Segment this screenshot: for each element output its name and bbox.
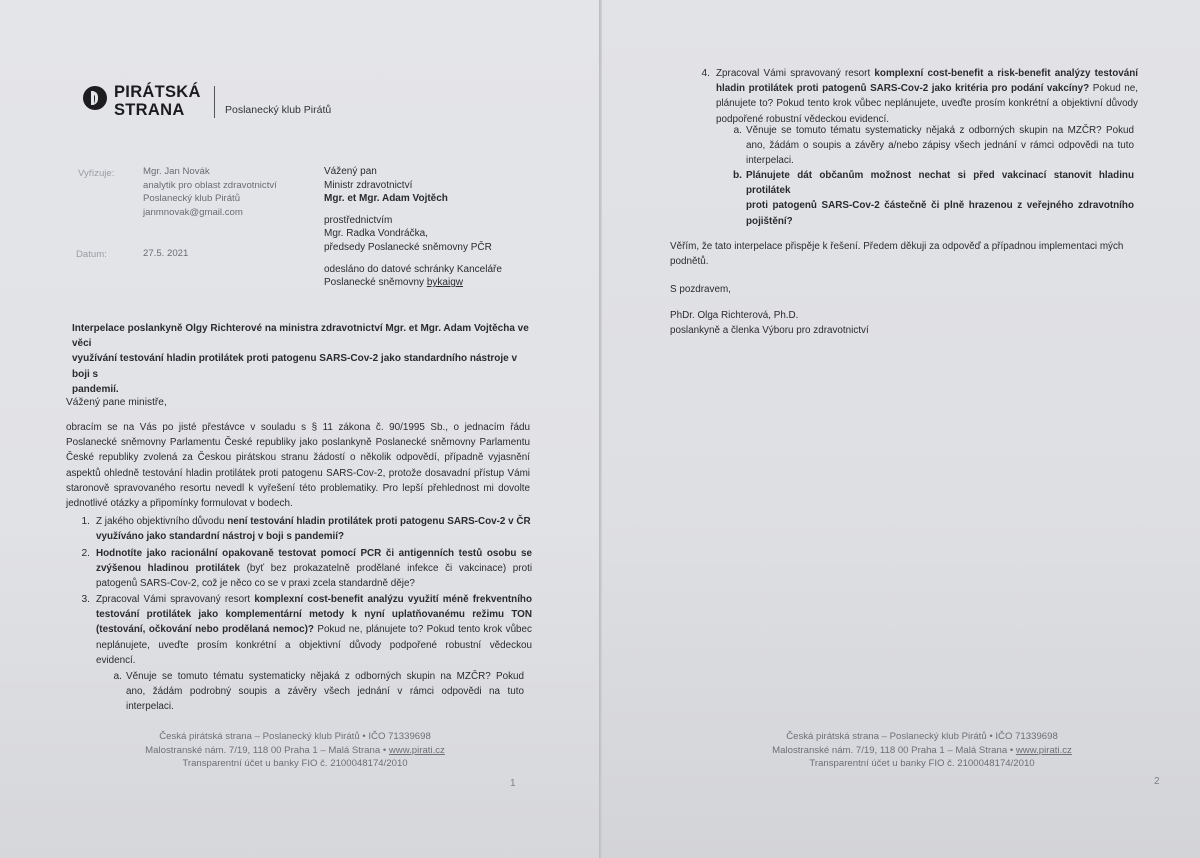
logo-text-line1: PIRÁTSKÁ (114, 83, 201, 101)
question-bold: není testování hladin protilátek proti patogenu SARS-Cov-2 v ČR (227, 516, 531, 527)
sender-block (143, 165, 277, 219)
label-vyrizuje: Vyřizuje: (78, 168, 115, 179)
question-4 (692, 66, 1138, 127)
question-bold: komplexní cost-benefit analýzu využití méně frekventního (254, 594, 532, 605)
page-number: 1 (510, 778, 516, 789)
question-3 (72, 592, 532, 668)
question-1 (72, 514, 532, 544)
regards: S pozdravem, (670, 284, 731, 295)
question-bold: Hodnotíte jako racionální opakovaně testovat pomocí PCR či antigenních testů osobu se (96, 548, 532, 559)
footer-line: Česká pirátská strana – Poslanecký klub Pirátů • IČO 71339698 (786, 731, 1058, 742)
question-bold: hladin protilátek proti patogenů SARS-Cov-2 jako kritéria pro podání vakcíny? (716, 83, 1090, 95)
sender-email: janmnovak@gmail.com (143, 206, 243, 218)
list-letter: b. (732, 170, 742, 181)
question-bold: testování protilátek jako komplementární metody k nyní uplatňovanému režimu TON (96, 609, 532, 621)
subject-line: pandemií. (72, 383, 119, 395)
question-text: Pokud ne, (1089, 83, 1139, 95)
recipient-name: Mgr. et Mgr. Adam Vojtěch (324, 193, 448, 205)
question-text: (byť bez prokazatelně prodělané infekce či vakcinace) proti (239, 563, 533, 575)
label-datum: Datum: (76, 249, 107, 260)
subject-line: Interpelace poslankyně Olgy Richterové na ministra zdravotnictví Mgr. et Mgr. Adam Vojtěcha ve věci (72, 323, 529, 350)
intro-paragraph (66, 420, 530, 511)
question-text: interpelaci. (126, 701, 174, 713)
letter-date: 27.5. 2021 (143, 248, 189, 259)
subject-heading (72, 321, 534, 397)
list-letter: a. (733, 125, 742, 136)
intro-line: Poslanecké sněmovny Parlamentu České republiky jako poslankyně Poslanecké sněmovny Parlamentu (66, 437, 530, 449)
question-text: Věnuje se tomuto tématu systematicky nějaká z odborných skupin na MZČR? Pokud (746, 125, 1134, 136)
pirate-party-logo-icon (83, 86, 107, 110)
question-3a (104, 669, 524, 715)
closing-paragraph (670, 239, 1140, 269)
footer-line: Transparentní účet u banky FIO č. 2100048174/2010 (182, 758, 408, 770)
question-text: Z jakého objektivního důvodu (96, 516, 228, 527)
databox-id: bykaigw (426, 277, 463, 289)
intro-line: aspektů ohledně testování hladin protilátek proti patogenu SARS-Cov-2, protože dosavadní přístup Vámi (66, 467, 530, 479)
question-bold: komplexní cost-benefit a risk-benefit analýzy testování (874, 68, 1138, 79)
question-bold: využíváno jako standardní nástroj v boji s pandemií? (96, 531, 345, 543)
question-text: podpořené robustní vědeckou evidencí. (716, 113, 889, 125)
club-name: Poslanecký klub Pirátů (225, 104, 332, 116)
recipient-line: Mgr. Radka Vondráčka, (324, 228, 428, 240)
footer-website-link[interactable]: www.pirati.cz (1015, 744, 1072, 756)
signature-block (670, 308, 869, 338)
recipient-line (324, 276, 502, 290)
recipient-line: předsedy Poslanecké sněmovny PČR (324, 241, 492, 253)
question-text: plánujete to? Pokud tento krok vůbec neplánujete, uveďte prosím konkrétní a objektivní důvody (716, 98, 1138, 110)
intro-line: České republiky zvolená za Českou pirátskou stranu žádostí o několik odpovědí, případně vyjasnění (66, 452, 530, 464)
question-text: ano, žádám podrobný soupis a závěry všech jednání v rámci odpovědi na tuto (126, 686, 524, 698)
closing-line: Věřím, že tato interpelace přispěje k řešení. Předem děkuji za odpověď a případnou implementaci mých (670, 241, 1124, 252)
intro-line: jednotlivé otázky a připomínky formulovat v bodech. (66, 498, 293, 510)
page-number: 2 (1154, 776, 1160, 787)
footer-line: Transparentní účet u banky FIO č. 2100048174/2010 (809, 758, 1035, 770)
footer-page-2 (722, 730, 1122, 771)
sender-line: analytik pro oblast zdravotnictví (143, 179, 277, 191)
recipient-text: Poslanecké sněmovny (324, 277, 427, 289)
recipient-block (324, 165, 502, 290)
question-2 (72, 546, 532, 592)
recipient-line: prostřednictvím (324, 214, 393, 226)
recipient-line: Vážený pan (324, 166, 377, 177)
footer-address: Malostranské nám. 7/19, 118 00 Praha 1 – Malá Strana • (145, 744, 389, 756)
list-letter: a. (113, 671, 122, 682)
question-bold: (testování, očkování nebo prodělaná nemoc)? (96, 624, 314, 636)
recipient-line: odesláno do datové schránky Kanceláře (324, 263, 502, 275)
list-number: 3. (81, 594, 90, 605)
list-number: 4. (701, 68, 710, 79)
question-text: evidencí. (96, 654, 136, 666)
closing-line: podnětů. (670, 256, 709, 268)
question-text: Pokud ne, plánujete to? Pokud tento krok vůbec (313, 624, 532, 636)
question-text: Věnuje se tomuto tématu systematicky nějaká z odborných skupin na MZČR? Pokud (126, 671, 524, 682)
question-text: patogenů SARS-Cov-2, což je něco co se v praxi zcela standardně děje? (96, 578, 415, 590)
footer-page-1 (100, 730, 490, 771)
question-4b (724, 168, 1134, 229)
salutation: Vážený pane ministře, (66, 397, 167, 408)
question-4a (724, 123, 1134, 169)
question-text: neplánujete, uveďte prosím konkrétní a objektivní důvody podpořené robustní vědeckou (96, 639, 532, 651)
question-bold: proti patogenů SARS-Cov-2 částečně či plně hrazenou z veřejného zdravotního (746, 200, 1134, 212)
letter-page-2 (602, 0, 1200, 858)
intro-line: staronově spravovaného resortu nevedl k vyřešení této problematiky. Pro lepší přehlednost mi dovolte (66, 482, 530, 494)
question-text: ano, žádám o soupis a závěry a/nebo zápisy všech jednání v rámci odpovědi na tuto (746, 140, 1134, 152)
question-bold: zvýšenou hladinou protilátek (96, 563, 240, 575)
subject-line: využívání testování hladin protilátek proti patogenu SARS-Cov-2 jako standardního nástroje v boji s (72, 353, 518, 380)
logo-text-line2: STRANA (114, 101, 185, 119)
intro-line: obracím se na Vás po jisté přestávce v souladu s § 11 zákona č. 90/1995 Sb., o jednacím řádu (66, 422, 530, 433)
logo-divider (214, 86, 215, 118)
signatory-role: poslankyně a členka Výboru pro zdravotnictví (670, 325, 869, 337)
question-bold: Plánujete dát občanům možnost nechat si před vakcinací stanovit hladinu protilátek (746, 170, 1134, 197)
question-text: interpelaci. (746, 155, 794, 167)
sender-line: Mgr. Jan Novák (143, 166, 210, 177)
signatory-name: PhDr. Olga Richterová, Ph.D. (670, 310, 799, 321)
list-number: 1. (81, 516, 90, 527)
sender-line: Poslanecký klub Pirátů (143, 193, 241, 204)
list-number: 2. (81, 548, 90, 559)
footer-address: Malostranské nám. 7/19, 118 00 Praha 1 – Malá Strana • (772, 744, 1016, 756)
question-bold: pojištění? (746, 215, 793, 227)
footer-website-link[interactable]: www.pirati.cz (388, 744, 445, 756)
question-text: Zpracoval Vámi spravovaný resort (96, 594, 255, 605)
question-text: Zpracoval Vámi spravovaný resort (716, 68, 875, 79)
recipient-line: Ministr zdravotnictví (324, 179, 413, 191)
footer-line: Česká pirátská strana – Poslanecký klub Pirátů • IČO 71339698 (159, 731, 431, 742)
